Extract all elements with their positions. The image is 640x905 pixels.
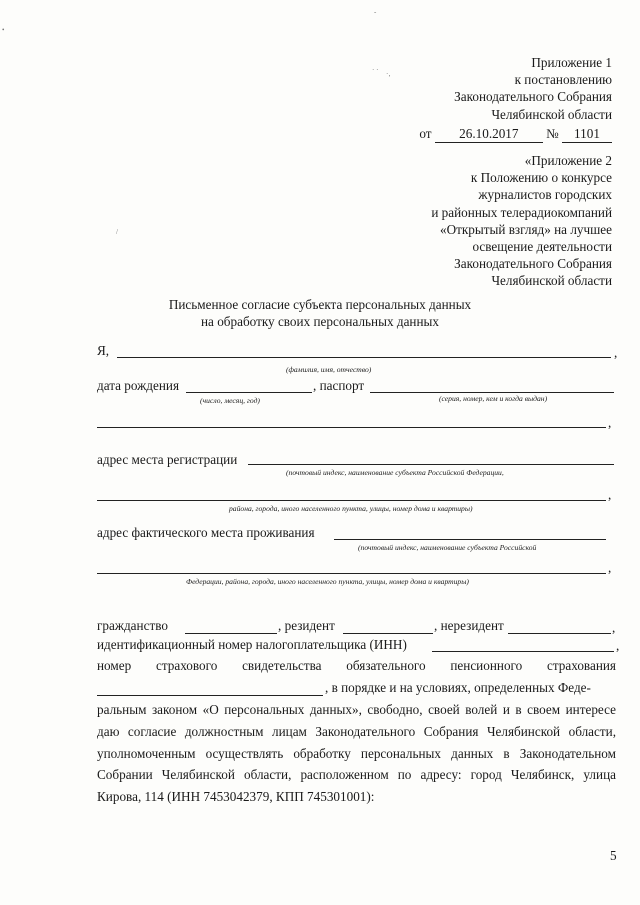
fio-caption: (фамилия, имя, отчество) <box>286 365 372 374</box>
citizenship-label: гражданство <box>97 618 168 633</box>
decree-date: 26.10.2017 <box>435 125 543 143</box>
decree-number: 1101 <box>562 125 612 143</box>
birth-date-field[interactable] <box>186 392 312 393</box>
appendix2-line: «Открытый взгляд» на лучшее <box>439 221 612 237</box>
nonresident-label: , нерезидент <box>434 618 504 633</box>
comma: , <box>612 620 616 635</box>
appendix2-line: освещение деятельности <box>472 239 612 255</box>
reg-address-field[interactable] <box>248 464 614 465</box>
appendix1-line: Законодательного Собрания <box>454 89 612 105</box>
snils-label: номер страхового свидетельства обязательного пенсионного страхования <box>97 658 616 673</box>
appendix2-line: и районных телерадиокомпаний <box>431 204 612 220</box>
page-number: 5 <box>610 848 617 863</box>
comma: , <box>616 638 620 653</box>
title-line: Письменное согласие субъекта персональных данных <box>168 297 472 312</box>
passport-caption: (серия, номер, кем и когда выдан) <box>439 394 548 403</box>
appendix1-line: Приложение 1 <box>531 55 612 70</box>
appendix2-line: Челябинской области <box>491 273 612 289</box>
decree-date-line <box>419 125 612 143</box>
consent-body: ральным законом «О персональных данных», свободно, своей волей и в своем интересе даю согласие должностным лицам Законодательного Собрания Челябинской области, уполномоченным осуществлять обработку персональных данных в Законодательном Собрании Челябинской области, расположенном по адресу: город Челябинск, улица Кирова, 114 (ИНН 7453042379, КПП 745301001): <box>97 702 616 805</box>
citizenship-field[interactable] <box>185 633 277 634</box>
fact-address-field[interactable] <box>334 539 606 540</box>
reg-address-label: адрес места регистрации <box>97 452 238 467</box>
comma: , <box>608 415 612 430</box>
passport-continuation-field[interactable] <box>97 427 606 428</box>
comma: , <box>608 560 612 575</box>
appendix2-line: «Приложение 2 <box>524 153 612 168</box>
appendix1-line: к постановлению <box>514 72 612 88</box>
body-first-line: , в порядке и на условиях, определенных Феде- <box>325 680 591 695</box>
fio-field[interactable] <box>117 357 611 358</box>
resident-field[interactable] <box>343 633 433 634</box>
snils-field[interactable] <box>97 695 323 696</box>
fact-address-label: адрес фактического места проживания <box>97 525 315 540</box>
inn-field[interactable] <box>432 651 614 652</box>
passport-field[interactable] <box>370 392 614 393</box>
comma: , <box>614 345 618 360</box>
appendix2-line: к Положению о конкурсе <box>470 170 612 186</box>
number-prefix: № <box>546 125 559 141</box>
reg-caption-2: района, города, иного населенного пункта, улицы, номер дома и квартиры) <box>229 504 473 513</box>
reg-caption: (почтовый индекс, наименование субъекта Российской Федерации, <box>286 468 504 477</box>
date-prefix: от <box>419 125 432 141</box>
title-line: на обработку своих персональных данных <box>200 313 439 329</box>
birth-caption: (число, месяц, год) <box>200 396 260 405</box>
passport-label: , паспорт <box>313 378 365 393</box>
fact-caption-2: Федерации, района, города, иного населенного пункта, улицы, номер дома и квартиры) <box>186 577 469 586</box>
reg-address-continuation-field[interactable] <box>97 500 606 501</box>
appendix1-line: Челябинской области <box>491 106 612 122</box>
birth-label: дата рождения <box>97 378 180 393</box>
nonresident-field[interactable] <box>508 633 611 634</box>
appendix2-line: Законодательного Собрания <box>454 256 612 272</box>
ya-label: Я, <box>97 343 110 358</box>
inn-label: идентификационный номер налогоплательщика (ИНН) <box>97 637 407 652</box>
appendix2-line: журналистов городских <box>478 187 612 203</box>
page-title <box>0 297 640 330</box>
appendix2-block <box>431 152 612 290</box>
comma: , <box>608 487 612 502</box>
appendix1-block <box>419 54 612 143</box>
fact-address-continuation-field[interactable] <box>97 573 606 574</box>
resident-label: , резидент <box>278 618 335 633</box>
fact-caption: (почтовый индекс, наименование субъекта Российской <box>358 543 537 552</box>
